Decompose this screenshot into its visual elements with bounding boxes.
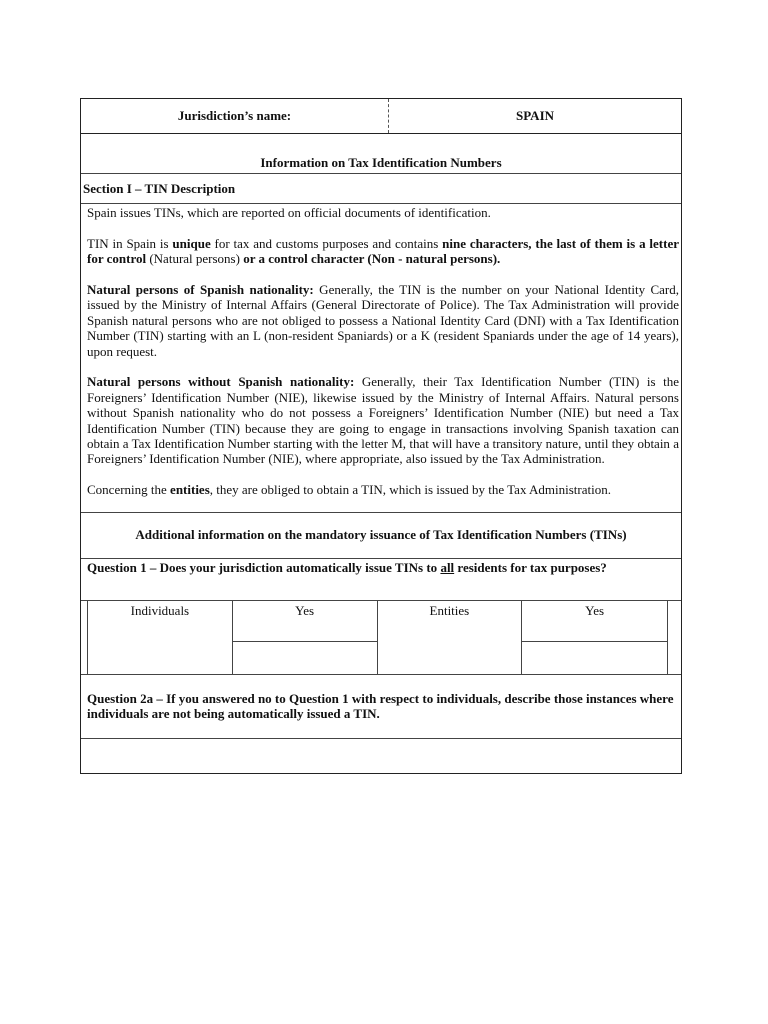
- entities-value: Yes: [585, 602, 605, 618]
- individuals-value: Yes: [295, 602, 315, 618]
- info-title: Information on Tax Identification Numbers: [81, 134, 681, 174]
- tin-document: [80, 98, 682, 774]
- desc-paragraph-4: Natural persons without Spanish nationality: Generally, their Tax Identification Number (TIN) is the Foreigners’ Identification Number (NIE), likewise issued by the Ministry of Internal Affairs. Natural persons without Spanish nationality who do not possess a Foreigners’ Identification Number (NIE) but need a Tax Identification Number (TIN) because they are going to engage in transactions involving Spanish taxation can obtain a Tax Identification Number starting with the letter M, that will have a transitory nature, until they obtain a Foreigners’ Identification Number (NIE), where appropriate, also issued by the Tax Administration.: [87, 374, 679, 467]
- additional-info-title: Additional information on the mandatory issuance of Tax Identification Numbers (TINs): [81, 513, 681, 559]
- tin-description: [81, 204, 681, 513]
- individuals-answer: [233, 601, 378, 674]
- individuals-label: Individuals: [88, 601, 233, 674]
- question-1: Question 1 – Does your jurisdiction automatically issue TINs to all residents for tax purposes?: [81, 559, 681, 601]
- entities-label: Entities: [378, 601, 523, 674]
- answers-grid: [87, 601, 668, 674]
- desc-paragraph-2: TIN in Spain is unique for tax and customs purposes and contains nine characters, the last of them is a letter for control (Natural persons) or a control character (Non - natural persons).: [87, 235, 679, 267]
- question-2a: Question 2a – If you answered no to Question 1 with respect to individuals, describe those instances where individuals are not being automatically issued a TIN.: [81, 675, 681, 739]
- jurisdiction-value: SPAIN: [515, 108, 555, 123]
- desc-paragraph-3: Natural persons of Spanish nationality: Generally, the TIN is the number on your National Identity Card, issued by the Ministry of Internal Affairs (General Directorate of Police). The Tax Administration will provide Spanish natural persons who are not obliged to possess a National Identity Card (DNI) with a Tax Identification Number (TIN) starting with an L (non-resident Spaniards) or a K (resident Spaniards under the age of 14 years), upon request.: [87, 282, 680, 359]
- desc-paragraph-5: Concerning the entities, they are obliged to obtain a TIN, which is issued by the Tax Administration.: [87, 482, 611, 498]
- desc-paragraph-1: Spain issues TINs, which are reported on official documents of identification.: [87, 205, 491, 220]
- entities-answer-blank: [522, 641, 667, 642]
- jurisdiction-row: [81, 99, 681, 134]
- question-2a-answer-blank: [81, 739, 681, 773]
- jurisdiction-label: Jurisdiction’s name:: [81, 99, 389, 133]
- individuals-answer-blank: [233, 641, 377, 642]
- section-1-title: Section I – TIN Description: [81, 174, 681, 204]
- entities-answer: [522, 601, 667, 674]
- answers-row: [81, 601, 681, 675]
